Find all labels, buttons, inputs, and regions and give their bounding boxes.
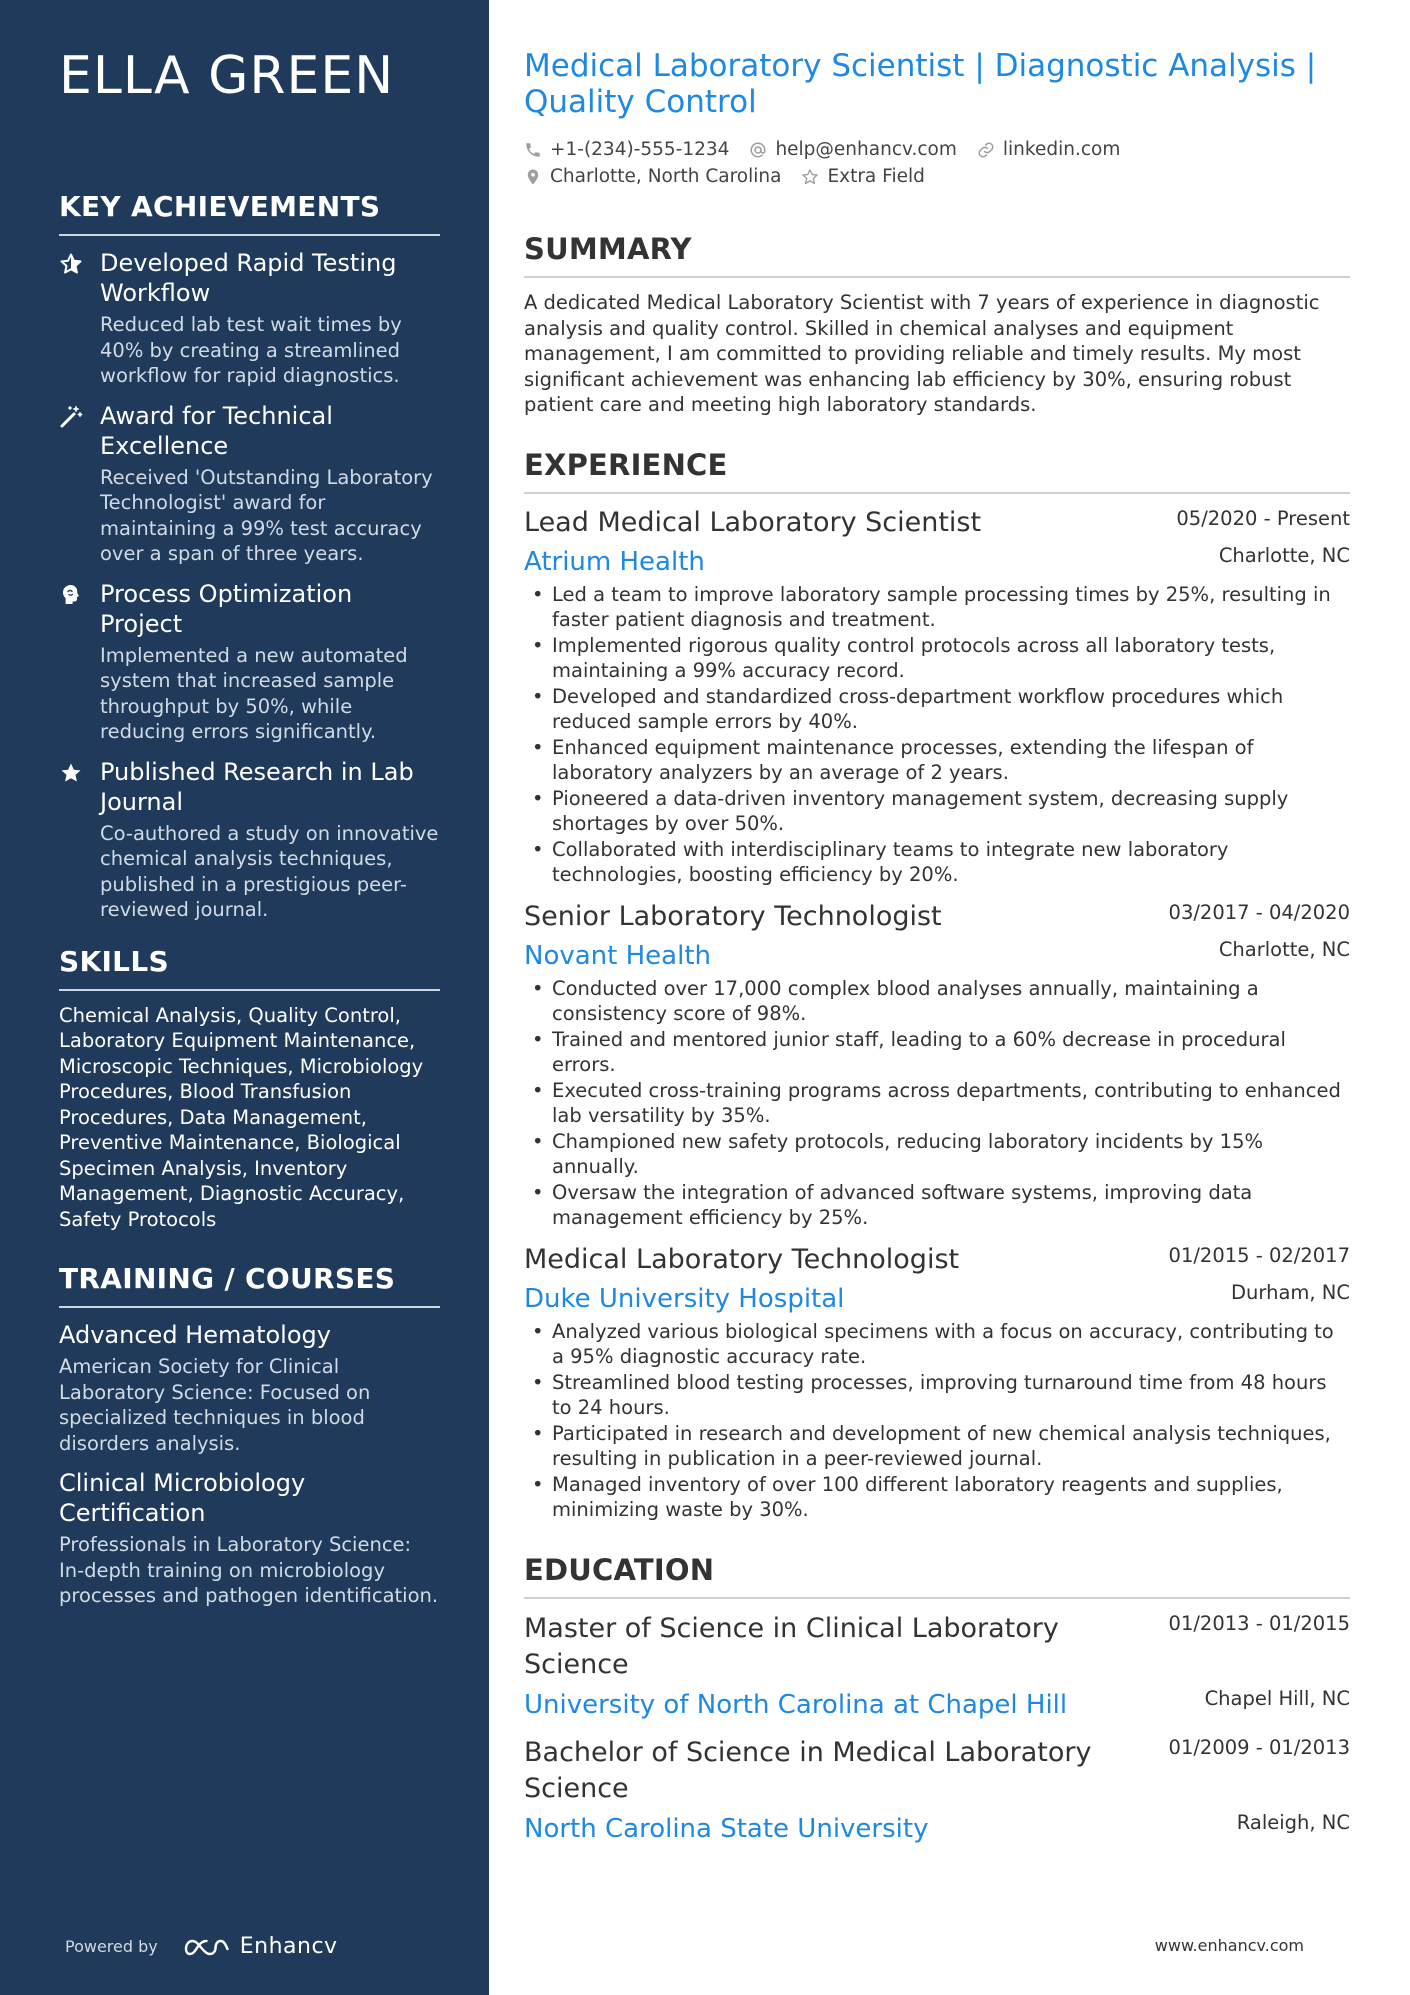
enhancv-logo-icon	[184, 1935, 240, 1959]
course-item	[59, 1320, 440, 1456]
candidate-name: ELLA GREEN	[59, 46, 395, 106]
achievement-title: Award for Technical Excellence	[100, 401, 333, 460]
achievement-item	[59, 757, 440, 923]
bullet-item: • Collaborated with interdisciplinary teams to integrate new laboratory technologies, boosting efficiency by 20%.	[524, 837, 1350, 888]
sidebar	[0, 0, 489, 1995]
skills-section	[59, 945, 440, 1233]
summary-heading: SUMMARY	[524, 232, 1350, 278]
bullet-item: • Led a team to improve laboratory sample processing times by 25%, resulting in faster patient diagnosis and treatment.	[524, 582, 1350, 633]
job-entry	[524, 1243, 1350, 1523]
link-contact[interactable]	[977, 139, 1120, 160]
location-contact	[524, 166, 781, 187]
company-name: Atrium Health	[524, 546, 705, 577]
school-name: North Carolina State University	[524, 1813, 929, 1844]
extra-field-text: Extra Field	[827, 166, 925, 187]
job-location: Charlotte, NC	[1218, 543, 1350, 567]
powered-by-label: Powered by	[65, 1937, 158, 1956]
job-entry	[524, 900, 1350, 1231]
contact-info	[524, 136, 1350, 190]
bullet-item: • Conducted over 17,000 complex blood analyses annually, maintaining a consistency score of 98%.	[524, 976, 1350, 1027]
brand-name: Enhancv	[239, 1934, 338, 1959]
at-sign-icon	[749, 141, 767, 159]
education-entry	[524, 1735, 1350, 1845]
star-filled-icon	[59, 757, 100, 923]
star-outline-icon	[801, 168, 819, 186]
job-location: Charlotte, NC	[1218, 937, 1350, 961]
phone-number: +1-(234)-555-1234	[550, 139, 730, 160]
brain-icon	[59, 579, 100, 745]
key-achievements-section	[59, 190, 440, 923]
star-outline-icon	[59, 248, 100, 389]
location-pin-icon	[524, 168, 542, 186]
company-name: Novant Health	[524, 940, 711, 971]
achievement-item	[59, 248, 440, 389]
headline: Medical Laboratory Scientist | Diagnostic Analysis | Quality Control	[524, 48, 1317, 120]
school-name: University of North Carolina at Chapel Hill	[524, 1689, 1068, 1720]
skills-heading: SKILLS	[59, 945, 440, 991]
achievement-description: Co-authored a study on innovative chemical analysis techniques, published in a prestigious peer-reviewed journal.	[100, 821, 439, 921]
phone-contact[interactable]	[524, 139, 729, 160]
job-date: 01/2015 - 02/2017	[1168, 1243, 1350, 1267]
job-title: Senior Laboratory Technologist	[524, 900, 942, 932]
main-content	[489, 0, 1410, 1995]
job-date: 03/2017 - 04/2020	[1168, 900, 1350, 924]
skills-list: Chemical Analysis, Quality Control, Laboratory Equipment Maintenance, Microscopic Techniques, Microbiology Procedures, Blood Transfusion Procedures, Data Management, Preventive Maintenance, Biological Specimen Analysis, Inventory Management, Diagnostic Accuracy, Safety Protocols	[59, 1003, 424, 1231]
email-contact[interactable]	[749, 139, 956, 160]
magic-wand-icon	[59, 401, 100, 567]
education-entry	[524, 1611, 1350, 1721]
bullet-item: • Executed cross-training programs across departments, contributing to enhanced lab versatility by 35%.	[524, 1078, 1350, 1129]
bullet-item: • Implemented rigorous quality control protocols across all laboratory tests, maintaining a 99% accuracy record.	[524, 633, 1350, 684]
experience-section	[524, 448, 1350, 1523]
location-text: Charlotte, North Carolina	[550, 166, 782, 187]
course-title: Clinical Microbiology Certification	[59, 1469, 306, 1527]
achievement-description: Received 'Outstanding Laboratory Technologist' award for maintaining a 99% test accuracy over a span of three years.	[100, 465, 433, 565]
bullet-item: • Participated in research and development of new chemical analysis techniques, resulting in publication in a peer-reviewed journal.	[524, 1421, 1350, 1472]
bullet-item: • Pioneered a data-driven inventory management system, decreasing supply shortages by over 50%.	[524, 786, 1350, 837]
bullet-item: • Analyzed various biological specimens with a focus on accuracy, contributing to a 95% diagnostic accuracy rate.	[524, 1319, 1350, 1370]
education-heading: EDUCATION	[524, 1553, 1350, 1599]
bullet-item: • Developed and standardized cross-department workflow procedures which reduced sample errors by 40%.	[524, 684, 1350, 735]
email-address: help@enhancv.com	[775, 139, 957, 160]
bullet-item: • Managed inventory of over 100 different laboratory reagents and supplies, minimizing waste by 30%.	[524, 1472, 1350, 1523]
achievement-description: Implemented a new automated system that increased sample throughput by 50%, while reducing errors significantly.	[100, 643, 408, 743]
job-entry	[524, 506, 1350, 888]
education-date: 01/2009 - 01/2013	[1168, 1735, 1350, 1759]
job-title: Lead Medical Laboratory Scientist	[524, 506, 982, 538]
experience-heading: EXPERIENCE	[524, 448, 1350, 494]
achievement-title: Process Optimization Project	[100, 579, 353, 638]
job-bullets	[524, 976, 1350, 1231]
company-name: Duke University Hospital	[524, 1283, 845, 1314]
school-location: Raleigh, NC	[1236, 1810, 1350, 1834]
course-item	[59, 1468, 440, 1609]
degree-title: Master of Science in Clinical Laboratory Science	[524, 1612, 1059, 1680]
footer-website[interactable]: www.enhancv.com	[1154, 1936, 1304, 1955]
degree-title: Bachelor of Science in Medical Laboratory Science	[524, 1736, 1092, 1804]
education-date: 01/2013 - 01/2015	[1168, 1611, 1350, 1635]
training-courses-heading: TRAINING / COURSES	[59, 1262, 440, 1308]
extra-field-contact	[801, 166, 924, 187]
course-description: Professionals in Laboratory Science: In-depth training on microbiology processes and pathogen identification.	[59, 1533, 439, 1607]
summary-text: A dedicated Medical Laboratory Scientist with 7 years of experience in diagnostic analysis and quality control. Skilled in chemical analyses and equipment management, I am committed to providing reliable and timely results. My most significant achievement was enhancing lab efficiency by 30%, ensuring robust patient care and meeting high laboratory standards.	[524, 291, 1320, 416]
training-courses-section	[59, 1262, 440, 1609]
school-location: Chapel Hill, NC	[1204, 1686, 1350, 1710]
achievement-title: Developed Rapid Testing Workflow	[100, 249, 397, 307]
bullet-item: • Enhanced equipment maintenance processes, extending the lifespan of laboratory analyzers by an average of 2 years.	[524, 735, 1350, 786]
summary-section	[524, 232, 1350, 418]
key-achievements-heading: KEY ACHIEVEMENTS	[59, 190, 440, 236]
bullet-item: • Championed new safety protocols, reducing laboratory incidents by 15% annually.	[524, 1129, 1350, 1180]
job-bullets	[524, 582, 1350, 888]
bullet-item: • Trained and mentored junior staff, leading to a 60% decrease in procedural errors.	[524, 1027, 1350, 1078]
phone-icon	[524, 141, 542, 159]
achievement-description: Reduced lab test wait times by 40% by creating a streamlined workflow for rapid diagnostics.	[100, 313, 402, 387]
course-description: American Society for Clinical Laboratory Science: Focused on specialized techniques in blood disorders analysis.	[59, 1355, 371, 1455]
job-date: 05/2020 - Present	[1176, 506, 1350, 530]
achievement-item	[59, 579, 440, 745]
job-bullets	[524, 1319, 1350, 1523]
course-title: Advanced Hematology	[59, 1321, 331, 1349]
education-section	[524, 1553, 1350, 1845]
achievement-item	[59, 401, 440, 567]
link-icon	[977, 141, 995, 159]
powered-by	[65, 1934, 338, 1959]
job-title: Medical Laboratory Technologist	[524, 1243, 960, 1275]
profile-link: linkedin.com	[1002, 139, 1121, 160]
job-location: Durham, NC	[1231, 1280, 1350, 1304]
achievement-title: Published Research in Lab Journal	[100, 757, 414, 816]
bullet-item: • Streamlined blood testing processes, improving turnaround time from 48 hours to 24 hours.	[524, 1370, 1350, 1421]
bullet-item: • Oversaw the integration of advanced software systems, improving data management efficiency by 25%.	[524, 1180, 1350, 1231]
